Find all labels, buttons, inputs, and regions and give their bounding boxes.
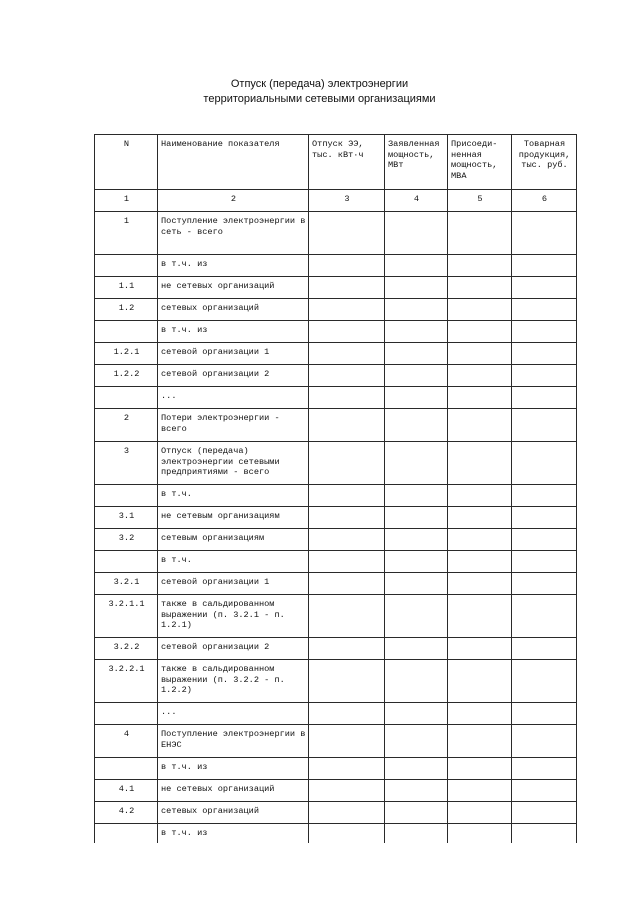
cell-empty	[448, 725, 512, 758]
column-number: 2	[158, 190, 309, 212]
row-indicator-name: Поступление электроэнергии в сеть - всего	[158, 212, 309, 255]
cell-empty	[512, 277, 577, 299]
cell-empty	[385, 255, 448, 277]
table-row	[95, 573, 577, 595]
cell-empty	[309, 212, 385, 255]
column-number: 6	[512, 190, 577, 212]
row-indicator-name: сетевой организации 1	[158, 573, 309, 595]
row-number: 3	[95, 442, 158, 485]
cell-empty	[309, 725, 385, 758]
table-row	[95, 343, 577, 365]
cell-empty	[512, 802, 577, 824]
cell-empty	[448, 507, 512, 529]
cell-empty	[385, 573, 448, 595]
row-indicator-name: ...	[158, 703, 309, 725]
cell-empty	[309, 802, 385, 824]
row-indicator-name: сетевой организации 2	[158, 638, 309, 660]
row-indicator-name: не сетевых организаций	[158, 277, 309, 299]
cell-empty	[309, 387, 385, 409]
table-row	[95, 299, 577, 321]
row-indicator-name: также в сальдированном выражении (п. 3.2.1 - п. 1.2.1)	[158, 595, 309, 638]
cell-empty	[385, 703, 448, 725]
cell-empty	[512, 551, 577, 573]
cell-empty	[512, 529, 577, 551]
row-number	[95, 703, 158, 725]
table-row	[95, 277, 577, 299]
row-indicator-name: в т.ч.	[158, 485, 309, 507]
report-table	[94, 134, 577, 846]
row-number	[95, 321, 158, 343]
cell-empty	[512, 725, 577, 758]
cell-empty	[448, 660, 512, 703]
table-row	[95, 212, 577, 255]
row-number: 3.2.2	[95, 638, 158, 660]
cell-empty	[512, 638, 577, 660]
cell-empty	[309, 595, 385, 638]
cell-empty	[512, 485, 577, 507]
cell-empty	[512, 507, 577, 529]
row-indicator-name: в т.ч. из	[158, 824, 309, 846]
row-indicator-name: сетевых организаций	[158, 299, 309, 321]
cell-empty	[512, 409, 577, 442]
table-row	[95, 660, 577, 703]
row-indicator-name: в т.ч. из	[158, 321, 309, 343]
cell-empty	[448, 802, 512, 824]
page-bottom-margin	[0, 843, 639, 905]
cell-empty	[448, 277, 512, 299]
row-indicator-name: сетевой организации 2	[158, 365, 309, 387]
cell-empty	[512, 703, 577, 725]
cell-empty	[385, 551, 448, 573]
header-energy-output: Отпуск ЭЭ, тыс. кВт·ч	[309, 135, 385, 190]
cell-empty	[448, 409, 512, 442]
row-number: 3.2	[95, 529, 158, 551]
table-row	[95, 485, 577, 507]
table-row	[95, 442, 577, 485]
document-title-line-1: Отпуск (передача) электроэнергии	[230, 78, 409, 90]
table-row	[95, 703, 577, 725]
table-row	[95, 387, 577, 409]
cell-empty	[448, 321, 512, 343]
cell-empty	[448, 780, 512, 802]
table-row	[95, 780, 577, 802]
cell-empty	[385, 442, 448, 485]
cell-empty	[448, 485, 512, 507]
row-number: 1.1	[95, 277, 158, 299]
row-indicator-name: Поступление электроэнергии в ЕНЭС	[158, 725, 309, 758]
cell-empty	[309, 409, 385, 442]
cell-empty	[385, 802, 448, 824]
cell-empty	[512, 365, 577, 387]
column-number: 4	[385, 190, 448, 212]
cell-empty	[385, 725, 448, 758]
cell-empty	[448, 595, 512, 638]
row-number: 2	[95, 409, 158, 442]
cell-empty	[309, 277, 385, 299]
cell-empty	[385, 387, 448, 409]
row-indicator-name: в т.ч.	[158, 551, 309, 573]
table-row	[95, 409, 577, 442]
cell-empty	[309, 255, 385, 277]
cell-empty	[448, 343, 512, 365]
cell-empty	[309, 573, 385, 595]
cell-empty	[512, 255, 577, 277]
row-number	[95, 255, 158, 277]
column-number: 5	[448, 190, 512, 212]
cell-empty	[512, 573, 577, 595]
row-number: 1	[95, 212, 158, 255]
cell-empty	[309, 529, 385, 551]
row-number: 4.1	[95, 780, 158, 802]
cell-empty	[385, 758, 448, 780]
header-connected-capacity: Присоеди-ненная мощность, МВА	[448, 135, 512, 190]
cell-empty	[385, 638, 448, 660]
cell-empty	[309, 299, 385, 321]
cell-empty	[448, 638, 512, 660]
table-row	[95, 551, 577, 573]
cell-empty	[309, 507, 385, 529]
row-number: 4.2	[95, 802, 158, 824]
cell-empty	[385, 321, 448, 343]
row-indicator-name: в т.ч. из	[158, 255, 309, 277]
cell-empty	[385, 409, 448, 442]
row-indicator-name: сетевой организации 1	[158, 343, 309, 365]
cell-empty	[385, 343, 448, 365]
cell-empty	[309, 638, 385, 660]
row-indicator-name: Отпуск (передача) электроэнергии сетевыми предприятиями - всего	[158, 442, 309, 485]
cell-empty	[512, 387, 577, 409]
column-number: 3	[309, 190, 385, 212]
column-number-row	[95, 190, 577, 212]
table-row	[95, 725, 577, 758]
header-row	[95, 135, 577, 190]
cell-empty	[309, 758, 385, 780]
cell-empty	[309, 660, 385, 703]
table-row	[95, 321, 577, 343]
row-indicator-name: не сетевым организациям	[158, 507, 309, 529]
cell-empty	[448, 299, 512, 321]
cell-empty	[385, 299, 448, 321]
document-title-line-2: территориальными сетевыми организациями	[203, 93, 436, 105]
cell-empty	[512, 442, 577, 485]
row-indicator-name: не сетевых организаций	[158, 780, 309, 802]
cell-empty	[512, 595, 577, 638]
table-row	[95, 638, 577, 660]
row-indicator-name: в т.ч. из	[158, 758, 309, 780]
header-declared-capacity: Заявленная мощность, МВт	[385, 135, 448, 190]
cell-empty	[448, 573, 512, 595]
row-indicator-name: сетевым организациям	[158, 529, 309, 551]
cell-empty	[512, 343, 577, 365]
row-number: 3.2.2.1	[95, 660, 158, 703]
cell-empty	[448, 255, 512, 277]
row-indicator-name: также в сальдированном выражении (п. 3.2.2 - п. 1.2.2)	[158, 660, 309, 703]
table-row	[95, 255, 577, 277]
cell-empty	[385, 365, 448, 387]
cell-empty	[448, 212, 512, 255]
cell-empty	[309, 780, 385, 802]
row-number: 3.1	[95, 507, 158, 529]
row-indicator-name: ...	[158, 387, 309, 409]
header-indicator-name: Наименование показателя	[158, 135, 309, 190]
cell-empty	[385, 595, 448, 638]
cell-empty	[448, 703, 512, 725]
cell-empty	[385, 780, 448, 802]
cell-empty	[309, 442, 385, 485]
header-commodity-output: Товарная продукция, тыс. руб.	[512, 135, 577, 190]
table-row	[95, 507, 577, 529]
cell-empty	[512, 660, 577, 703]
row-indicator-name: сетевых организаций	[158, 802, 309, 824]
row-number: 4	[95, 725, 158, 758]
cell-empty	[385, 277, 448, 299]
cell-empty	[385, 529, 448, 551]
cell-empty	[448, 551, 512, 573]
cell-empty	[512, 299, 577, 321]
cell-empty	[385, 485, 448, 507]
cell-empty	[309, 365, 385, 387]
cell-empty	[309, 343, 385, 365]
cell-empty	[448, 758, 512, 780]
cell-empty	[512, 780, 577, 802]
cell-empty	[309, 485, 385, 507]
row-number: 1.2.1	[95, 343, 158, 365]
row-indicator-name: Потери электроэнергии - всего	[158, 409, 309, 442]
cell-empty	[512, 758, 577, 780]
table-row	[95, 529, 577, 551]
cell-empty	[309, 703, 385, 725]
table-row	[95, 365, 577, 387]
cell-empty	[512, 212, 577, 255]
cell-empty	[448, 387, 512, 409]
table-row	[95, 802, 577, 824]
header-n: N	[95, 135, 158, 190]
row-number: 1.2.2	[95, 365, 158, 387]
row-number	[95, 758, 158, 780]
row-number	[95, 387, 158, 409]
table-row	[95, 595, 577, 638]
cell-empty	[385, 507, 448, 529]
row-number: 3.2.1.1	[95, 595, 158, 638]
cell-empty	[448, 442, 512, 485]
cell-empty	[512, 321, 577, 343]
cell-empty	[448, 365, 512, 387]
table-row	[95, 758, 577, 780]
row-number: 3.2.1	[95, 573, 158, 595]
row-number: 1.2	[95, 299, 158, 321]
row-number	[95, 551, 158, 573]
row-number	[95, 485, 158, 507]
column-number: 1	[95, 190, 158, 212]
cell-empty	[385, 212, 448, 255]
cell-empty	[309, 321, 385, 343]
cell-empty	[448, 529, 512, 551]
cell-empty	[309, 551, 385, 573]
cell-empty	[385, 660, 448, 703]
